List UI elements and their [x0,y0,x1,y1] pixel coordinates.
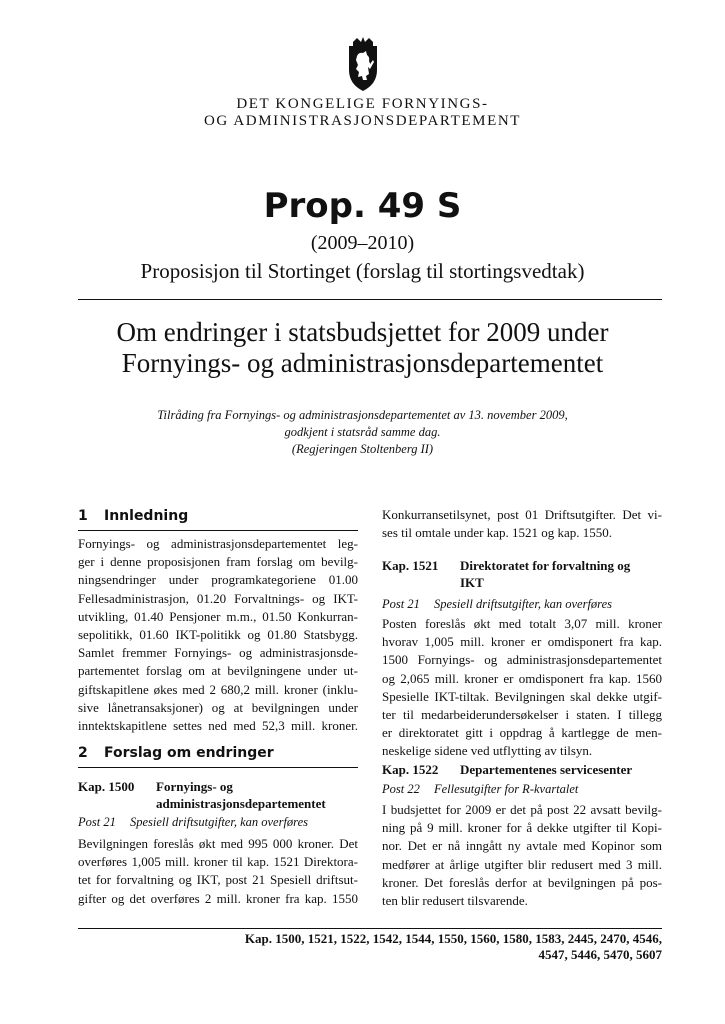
kap-1521-post-heading [382,597,662,612]
kap-1500-number: Kap. 1500 [78,779,135,794]
paragraph-line: og 2,065 mill. kroner er omdisponert fra kap. 1560 [382,670,662,686]
paragraph-line: er direktoratet gitt i oppdrag å kartlegge de men- [382,725,662,741]
kap-1521-title [460,557,630,591]
paragraph-line: partementet forslag om at bevilgningene under ut- [78,663,358,679]
kap-1521-paragraph [382,615,662,761]
kap-1522-paragraph [382,801,662,910]
ministry-name-line-2: OG ADMINISTRASJONSDEPARTEMENT [203,113,522,129]
paragraph-line: ningsendringer under programkategoriene 01.00 [78,572,358,588]
section-1-paragraph [78,535,358,735]
proposition-type: Proposisjon til Stortinget (forslag til stortingsvedtak) [140,259,585,283]
paragraph-line: ger i denne proposisjonen fram forslag om bevilg- [78,554,358,570]
kap-1521-post-number: Post 21 [382,597,420,611]
paragraph-line: sive lånetransaksjoner) og at bevilgningen under [78,699,358,715]
document-title-line-1: Om endringer i statsbudsjettet for 2009 under [116,317,609,347]
paragraph-line: kroner. Det foreslås derfor at bevilgningen på pos- [382,874,662,890]
paragraph-line: overføres 1,005 mill. kroner til kap. 1521 Direktora- [78,854,358,870]
section-2-title: Forslag om endringer [104,745,274,761]
section-2-rule [78,767,358,768]
paragraph-line: I budsjettet for 2009 er det på post 22 avsatt bevilg- [382,802,662,817]
kap-1500-post-title: Spesiell driftsutgifter, kan overføres [130,815,308,829]
kap-1500-title-line-1: Fornyings- og [156,779,233,794]
ministry-name-line-1: DET KONGELIGE FORNYINGS- [236,96,489,112]
paragraph-line: neskelige sidene ved utflytting av tilsyn. [382,743,593,759]
section-1-heading [78,508,358,524]
kap-1522-post-heading [382,782,662,797]
recommendation-line-1: Tilråding fra Fornyings- og administrasjonsdepartementet av 13. november 2009, [157,408,568,422]
paragraph-line: Bevilgningen foreslås økt med 995 000 kroner. Det [78,836,358,851]
paragraph-line: sepolitikk, 01.60 IKT-politikk og 01.80 Statsbygg. [78,627,358,643]
kap-1521-heading [382,557,662,591]
section-1-number: 1 [78,508,88,524]
paragraph-line: hvorav 1,005 mill. kroner er omdisponert fra kap. [382,634,662,650]
title-divider [78,299,662,300]
paragraph-line: Fellesadministrasjon, 01.20 Forvaltnings- og IKT- [78,590,358,606]
footer-divider [78,928,662,929]
kap-1500-heading [78,778,358,812]
paragraph-line: medfører at årlige utgifter blir redusert med 3 mill. [382,856,662,872]
paragraph-line: giftskapitlene økes med 2 680,2 mill. kroner (inklu- [78,681,358,697]
kap-1522-number: Kap. 1522 [382,762,439,777]
paragraph-line: 1500 Fornyings- og administrasjonsdepartementet [382,652,662,668]
kap-1522-post-title: Fellesutgifter for R-kvartalet [434,782,579,796]
paragraph-line: ning på 9 mill. kroner for å dekke utgifter til Kopi- [382,820,662,836]
recommendation-line-3: (Regjeringen Stoltenberg II) [291,442,434,456]
recommendation-line-2: godkjent i statsråd samme dag. [284,425,441,439]
paragraph-line: ses til omtale under kap. 1521 og kap. 1550. [382,525,612,541]
kap-1522-heading [382,761,662,778]
kap-1500-post-number: Post 21 [78,815,116,829]
chapter-list-line-1: Kap. 1500, 1521, 1522, 1542, 1544, 1550, 1560, 1580, 1583, 2445, 2470, 4546, [244,931,662,946]
paragraph-line: ten blir redusert tilsvarende. [382,893,528,909]
kap-1500-post-heading [78,815,358,830]
proposition-number: Prop. 49 S [263,186,462,226]
kap-1522-title: Departementenes servicesenter [460,762,633,777]
section-1-title: Innledning [104,508,189,524]
paragraph-line: Posten foreslås økt med totalt 3,07 mill. kroner [382,616,662,631]
kap-1521-title-line-2: IKT [460,575,484,590]
kap-1500-title-line-2: administrasjonsdepartementet [156,796,326,811]
paragraph-line: Spesielle IKT-tiltak. Bevilgningen skal dekke utgif- [382,688,662,704]
section-1-rule [78,530,358,531]
paragraph-line: Samlet fremmer Fornyings- og administrasjonsde- [78,645,358,661]
kap-1500-paragraph [78,835,358,908]
kap-1521-title-line-1: Direktoratet for forvaltning og [460,558,631,573]
paragraph-line: Fornyings- og administrasjonsdepartementet leg- [78,536,358,551]
section-2-heading [78,745,358,761]
paragraph-line: inntektskapitlene settes ned med 52,3 mill. kroner. [78,718,358,734]
kap-1521-post-title: Spesiell driftsutgifter, kan overføres [434,597,612,611]
chapter-list-line-2: 4547, 5446, 5470, 5607 [538,947,662,962]
paragraph-line: tet for forvaltning og IKT, post 21 Spesiell driftsut- [78,872,358,888]
paragraph-line: gifter og det overføres 2 mill. kroner fra kap. 1550 [78,890,358,906]
document-title-line-2: Fornyings- og administrasjonsdepartementet [121,348,604,378]
kap-1500-title [156,778,326,812]
section-2-number: 2 [78,745,88,761]
paragraph-line: nor. Det er nå inngått ny avtale med Kopinor som [382,838,662,854]
session-years: (2009–2010) [310,232,415,254]
paragraph-line: Konkurransetilsynet, post 01 Driftsutgifter. Det vi- [382,507,662,522]
kap-1522-post-number: Post 22 [382,782,420,796]
continuation-paragraph [382,506,662,542]
paragraph-line: ter til medarbeiderundersøkelser i staten. I tillegg [382,707,662,723]
paragraph-line: utvikling, 01.40 Pensjoner m.m., 01.50 Konkurran- [78,608,358,624]
kap-1521-number: Kap. 1521 [382,558,439,573]
norwegian-coat-of-arms-icon [343,36,383,92]
